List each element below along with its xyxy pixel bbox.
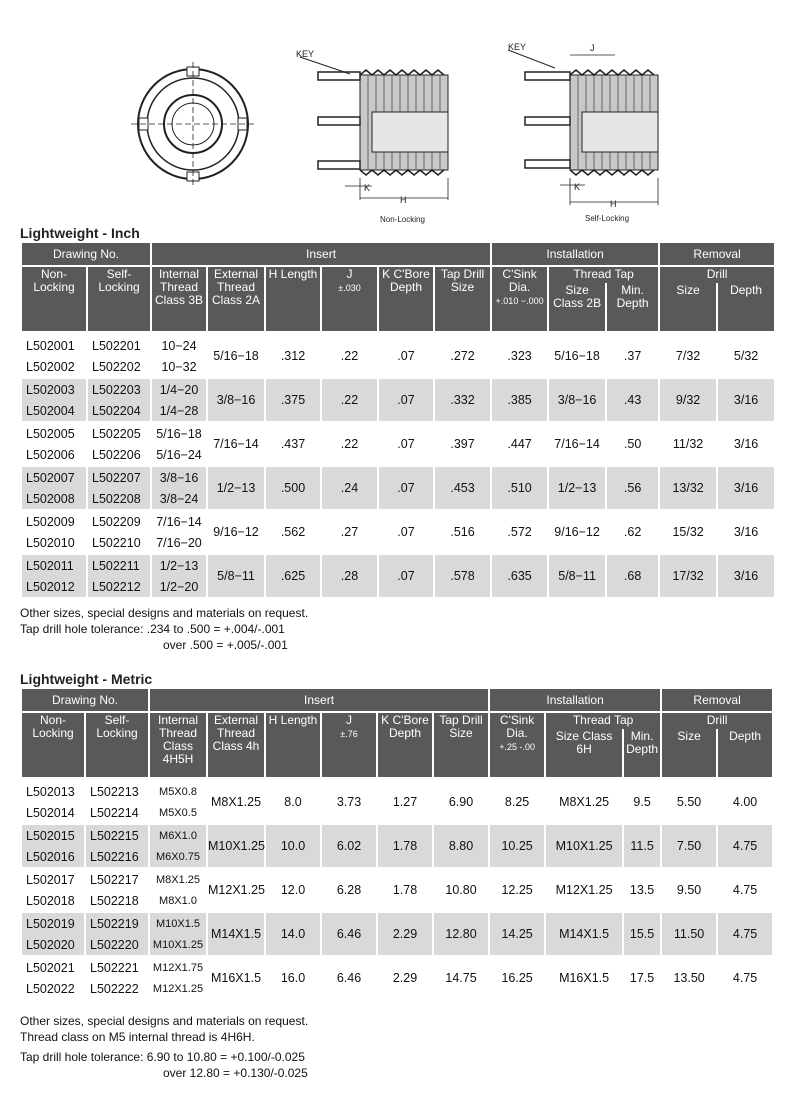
internal-thread: M12X1.75: [152, 961, 204, 974]
j-value: 6.46: [336, 971, 362, 985]
internal-thread: 7/16−14: [156, 514, 202, 529]
non-locking-part-no: L502021: [26, 960, 75, 975]
inch-col-csink-label: C'Sink Dia.: [502, 267, 537, 294]
j-value: .22: [340, 437, 359, 451]
h-length: .625: [266, 555, 320, 597]
j-value: 3.73: [336, 795, 362, 809]
h-length: .437: [280, 437, 306, 451]
inch-col-tap-drill: Tap Drill Size: [435, 267, 490, 331]
external-thread: 1/2−13: [208, 467, 264, 509]
table-row: [22, 781, 772, 802]
inch-col-min-depth: Min. Depth: [607, 283, 658, 331]
k-depth: 2.29: [378, 913, 432, 955]
csink-dia: 14.25: [490, 913, 544, 955]
tap-drill: 8.80: [434, 825, 488, 867]
self-locking-part-no: L502202: [92, 359, 141, 374]
csink-dia: .447: [507, 437, 532, 451]
tap-size: 5/8−11: [549, 555, 605, 597]
k-depth: 1.78: [378, 825, 432, 867]
self-locking-part-no: L502210: [92, 535, 141, 550]
internal-thread: M6X0.75: [150, 846, 206, 867]
inch-group-insert: Insert: [152, 243, 490, 265]
non-locking-part-no: L502018: [26, 893, 75, 908]
external-thread: 5/8−11: [208, 555, 264, 597]
inch-col-external: External Thread Class 2A: [208, 267, 264, 331]
self-locking-part-no: L502203: [88, 379, 150, 400]
non-locking-part-no: L502001: [26, 338, 75, 353]
non-locking-part-no: L502020: [22, 934, 84, 955]
metric-col-csink-label: C'Sink Dia.: [499, 713, 535, 740]
csink-dia: 12.25: [501, 883, 533, 897]
drill-depth: 3/16: [718, 555, 774, 597]
min-depth: 15.5: [624, 913, 660, 955]
metric-col-drill-size: Size: [662, 729, 716, 777]
key-label-1: KEY: [296, 49, 315, 59]
k-label-1: K: [364, 183, 371, 193]
drill-depth: 4.00: [732, 795, 758, 809]
csink-dia: .385: [492, 379, 547, 421]
internal-thread: M6X1.0: [150, 825, 206, 846]
h-length: .375: [266, 379, 320, 421]
internal-thread: M5X0.8: [159, 785, 197, 798]
non-locking-part-no: L502014: [26, 805, 75, 820]
csink-dia: 16.25: [501, 971, 533, 985]
external-thread: M16X1.5: [210, 971, 262, 985]
k-depth: 2.29: [392, 971, 418, 985]
table-row: [22, 335, 774, 356]
inch-col-csink-tolerance: +.010 −.000: [495, 296, 544, 306]
tap-size: 3/8−16: [549, 379, 605, 421]
metric-col-h: H Length: [266, 713, 320, 777]
tap-drill: .272: [450, 349, 475, 363]
table-row: [22, 423, 774, 444]
inch-section-title: Lightweight - Inch: [20, 225, 140, 241]
self-locking-caption: Self-Locking: [585, 214, 630, 223]
csink-dia: .323: [507, 349, 532, 363]
k-depth: .07: [379, 379, 433, 421]
j-value: .27: [340, 525, 359, 539]
metric-col-non-locking: Non- Locking: [22, 713, 84, 777]
tap-size: M8X1.25: [559, 795, 610, 809]
h-length: .312: [280, 349, 306, 363]
tap-size: 7/16−14: [554, 437, 600, 451]
self-locking-part-no: L502213: [90, 784, 139, 799]
metric-note-3: Tap drill hole tolerance: 6.90 to 10.80 = +0.100/-0.025: [20, 1050, 305, 1064]
external-thread: 7/16−14: [213, 437, 259, 451]
key-label-2: KEY: [508, 42, 527, 52]
table-row: [22, 825, 772, 846]
inch-note-1: Other sizes, special designs and materials on request.: [20, 606, 309, 620]
non-locking-part-no: L502009: [26, 514, 75, 529]
table-row: [22, 869, 772, 890]
internal-thread: 5/16−24: [156, 447, 202, 462]
inch-col-k: K C'Bore Depth: [379, 267, 433, 331]
inch-col-internal: Internal Thread Class 3B: [152, 267, 206, 331]
h-length: 12.0: [280, 883, 306, 897]
self-locking-part-no: L502218: [90, 893, 139, 908]
drill-depth: 4.75: [718, 913, 772, 955]
non-locking-part-no: L502016: [22, 846, 84, 867]
drill-size: 11/32: [672, 437, 704, 451]
non-locking-part-no: L502010: [26, 535, 75, 550]
j-value: .22: [340, 349, 359, 363]
self-locking-part-no: L502209: [92, 514, 141, 529]
drill-depth: 3/16: [733, 525, 759, 539]
internal-thread: M12X1.25: [152, 982, 204, 995]
external-thread: 3/8−16: [208, 379, 264, 421]
self-locking-part-no: L502212: [88, 576, 150, 597]
drill-depth: 3/16: [733, 437, 759, 451]
min-depth: 17.5: [629, 971, 655, 985]
external-thread: M12X1.25: [208, 883, 265, 897]
metric-col-internal: Internal Thread Class 4H5H: [150, 713, 206, 777]
inch-spec-table: [20, 243, 776, 597]
self-locking-part-no: L502215: [86, 825, 148, 846]
inch-col-j: [322, 267, 377, 331]
tap-drill: 12.80: [434, 913, 488, 955]
j-label: J: [590, 43, 595, 53]
table-row: [22, 957, 772, 978]
self-locking-part-no: L502208: [88, 488, 150, 509]
tap-size: M16X1.5: [559, 971, 610, 985]
tap-size: 5/16−18: [554, 349, 600, 363]
tap-drill: .578: [435, 555, 490, 597]
internal-thread: 10−32: [161, 359, 197, 374]
table-row: [22, 467, 774, 488]
inch-col-j-label: J: [346, 267, 353, 281]
non-locking-part-no: L502011: [22, 555, 86, 576]
csink-dia: 10.25: [490, 825, 544, 867]
k-depth: .07: [397, 525, 415, 539]
non-locking-part-no: L502015: [22, 825, 84, 846]
internal-thread: 7/16−20: [156, 535, 202, 550]
drill-size: 13/32: [660, 467, 716, 509]
inch-col-drill-depth: Depth: [718, 283, 774, 331]
non-locking-part-no: L502013: [26, 784, 75, 799]
drill-depth: 4.75: [718, 825, 772, 867]
external-thread: M10X1.25: [208, 825, 264, 867]
tap-drill: .397: [450, 437, 475, 451]
inch-col-self-locking: Self- Locking: [88, 267, 150, 331]
min-depth: 11.5: [624, 825, 660, 867]
inch-group-removal: Removal: [660, 243, 774, 265]
self-locking-part-no: L502204: [88, 400, 150, 421]
metric-section-title: Lightweight - Metric: [20, 671, 153, 687]
drill-size: 7.50: [662, 825, 716, 867]
self-locking-part-no: L502206: [92, 447, 141, 462]
h-length: 14.0: [266, 913, 320, 955]
metric-spec-table: [20, 689, 774, 999]
tap-drill: .453: [435, 467, 490, 509]
h-length: 8.0: [284, 795, 302, 809]
technical-drawings: [0, 0, 790, 225]
non-locking-part-no: L502006: [26, 447, 75, 462]
tap-drill: 14.75: [445, 971, 477, 985]
self-locking-part-no: L502214: [90, 805, 139, 820]
self-locking-part-no: L502221: [90, 960, 139, 975]
non-locking-part-no: L502019: [22, 913, 84, 934]
inch-note-3: over .500 = +.005/-.001: [163, 638, 288, 652]
metric-table-body: [22, 781, 772, 999]
metric-col-drill-depth: Depth: [718, 729, 772, 777]
min-depth: .68: [607, 555, 658, 597]
min-depth: .62: [623, 525, 642, 539]
tap-size: M12X1.25: [555, 883, 613, 897]
drill-size: 15/32: [672, 525, 704, 539]
non-locking-part-no: L502003: [22, 379, 86, 400]
table-row: [22, 511, 774, 532]
min-depth: .50: [623, 437, 642, 451]
drill-depth: 4.75: [732, 971, 758, 985]
metric-col-tap-size: Size Class 6H: [546, 729, 622, 777]
drill-size: 5.50: [676, 795, 702, 809]
drill-depth: 3/16: [718, 467, 774, 509]
metric-col-j-label: J: [346, 713, 352, 727]
h-label-1: H: [400, 195, 407, 205]
non-locking-part-no: L502007: [22, 467, 86, 488]
metric-note-2: Thread class on M5 internal thread is 4H6H.: [20, 1030, 255, 1044]
inch-col-csink: [492, 267, 547, 331]
internal-thread: 1/2−13: [152, 555, 206, 576]
h-label-2: H: [610, 199, 617, 209]
self-locking-part-no: L502217: [90, 872, 139, 887]
drill-depth: 4.75: [732, 883, 758, 897]
h-length: .500: [266, 467, 320, 509]
table-row: [22, 913, 772, 934]
non-locking-part-no: L502017: [26, 872, 75, 887]
csink-dia: 8.25: [504, 795, 530, 809]
self-locking-drawing: [508, 50, 658, 205]
drill-size: 17/32: [660, 555, 716, 597]
internal-thread: 1/4−28: [152, 400, 206, 421]
metric-col-drill: Drill: [662, 713, 772, 729]
inch-col-h: H Length: [266, 267, 320, 331]
j-value: .22: [322, 379, 377, 421]
h-length: 10.0: [266, 825, 320, 867]
j-value: 6.02: [322, 825, 376, 867]
tap-drill: .332: [435, 379, 490, 421]
table-row: [22, 555, 774, 576]
min-depth: 13.5: [629, 883, 655, 897]
internal-thread: M8X1.25: [155, 873, 201, 886]
drill-size: 7/32: [675, 349, 701, 363]
metric-col-csink: [490, 713, 544, 777]
inch-col-thread-tap: Thread Tap: [549, 267, 658, 283]
self-locking-part-no: L502205: [92, 426, 141, 441]
csink-dia: .635: [492, 555, 547, 597]
h-length: 16.0: [280, 971, 306, 985]
inch-note-2: Tap drill hole tolerance: .234 to .500 = +.004/-.001: [20, 622, 285, 636]
internal-thread: M5X0.5: [159, 806, 197, 819]
min-depth: .37: [623, 349, 642, 363]
internal-thread: 5/16−18: [156, 426, 202, 441]
k-label-2: K: [574, 182, 581, 192]
non-locking-part-no: L502012: [22, 576, 86, 597]
non-locking-part-no: L502022: [26, 981, 75, 996]
tap-drill: 10.80: [445, 883, 477, 897]
min-depth: .56: [607, 467, 658, 509]
inch-group-drawing: Drawing No.: [22, 243, 150, 265]
self-locking-part-no: L502211: [88, 555, 150, 576]
metric-col-tap-drill: Tap Drill Size: [434, 713, 488, 777]
csink-dia: .510: [492, 467, 547, 509]
metric-group-insert: Insert: [150, 689, 488, 711]
tap-size: 9/16−12: [554, 525, 600, 539]
self-locking-part-no: L502219: [86, 913, 148, 934]
non-locking-part-no: L502005: [26, 426, 75, 441]
tap-size: M14X1.5: [546, 913, 622, 955]
j-value: 6.46: [322, 913, 376, 955]
j-value: 6.28: [336, 883, 362, 897]
metric-col-k: K C'Bore Depth: [378, 713, 432, 777]
metric-col-min-depth: Min. Depth: [624, 729, 660, 777]
h-length: .562: [280, 525, 306, 539]
internal-thread: 1/4−20: [152, 379, 206, 400]
drill-size: 9/32: [660, 379, 716, 421]
non-locking-caption: Non-Locking: [380, 215, 425, 224]
csink-dia: .572: [507, 525, 532, 539]
self-locking-part-no: L502222: [90, 981, 139, 996]
non-locking-part-no: L502002: [26, 359, 75, 374]
metric-col-j-tolerance: ±.76: [340, 729, 358, 739]
tap-size: 1/2−13: [549, 467, 605, 509]
drill-size: 13.50: [673, 971, 705, 985]
internal-thread: M10X1.25: [150, 934, 206, 955]
non-locking-drawing: [300, 57, 448, 200]
metric-col-self-locking: Self- Locking: [86, 713, 148, 777]
end-view-drawing: [131, 62, 255, 186]
tap-drill: 6.90: [448, 795, 474, 809]
metric-note-4: over 12.80 = +0.130/-0.025: [163, 1066, 308, 1080]
internal-thread: 10−24: [161, 338, 197, 353]
self-locking-part-no: L502207: [88, 467, 150, 488]
inch-col-j-tolerance: ±.030: [338, 283, 361, 293]
internal-thread: 3/8−24: [152, 488, 206, 509]
inch-col-tap-size: Size Class 2B: [549, 283, 605, 331]
j-value: .28: [322, 555, 377, 597]
k-depth: .07: [397, 437, 415, 451]
non-locking-part-no: L502004: [22, 400, 86, 421]
self-locking-part-no: L502201: [92, 338, 141, 353]
drill-size: 11.50: [662, 913, 716, 955]
non-locking-part-no: L502008: [22, 488, 86, 509]
self-locking-part-no: L502216: [86, 846, 148, 867]
internal-thread: M8X1.0: [159, 894, 197, 907]
min-depth: 9.5: [633, 795, 651, 809]
inch-table-body: [22, 335, 774, 597]
internal-thread: M10X1.5: [150, 913, 206, 934]
metric-col-thread-tap: Thread Tap: [546, 713, 660, 729]
metric-group-installation: Installation: [490, 689, 660, 711]
inch-group-installation: Installation: [492, 243, 658, 265]
metric-col-external: External Thread Class 4h: [208, 713, 264, 777]
external-thread: M14X1.5: [208, 913, 264, 955]
internal-thread: 3/8−16: [152, 467, 206, 488]
min-depth: .43: [607, 379, 658, 421]
j-value: .24: [322, 467, 377, 509]
inch-notes: [20, 605, 308, 653]
external-thread: 9/16−12: [213, 525, 259, 539]
inch-col-drill-size: Size: [660, 283, 716, 331]
k-depth: .07: [379, 467, 433, 509]
tap-size: M10X1.25: [546, 825, 622, 867]
metric-col-j: [322, 713, 376, 777]
metric-note-1: Other sizes, special designs and materials on request.: [20, 1014, 309, 1028]
k-depth: 1.78: [392, 883, 418, 897]
k-depth: 1.27: [392, 795, 418, 809]
metric-col-csink-tolerance: +.25 -.00: [499, 742, 535, 752]
k-depth: .07: [379, 555, 433, 597]
internal-thread: 1/2−20: [152, 576, 206, 597]
metric-group-drawing: Drawing No.: [22, 689, 148, 711]
inch-col-non-locking: Non- Locking: [22, 267, 86, 331]
inch-col-drill: Drill: [660, 267, 774, 283]
metric-notes: [20, 1013, 308, 1081]
drill-depth: 5/32: [733, 349, 759, 363]
table-row: [22, 379, 774, 400]
k-depth: .07: [397, 349, 415, 363]
metric-group-removal: Removal: [662, 689, 772, 711]
external-thread: M8X1.25: [210, 795, 262, 809]
self-locking-part-no: L502220: [86, 934, 148, 955]
tap-drill: .516: [450, 525, 475, 539]
drill-size: 9.50: [676, 883, 702, 897]
drill-depth: 3/16: [718, 379, 774, 421]
external-thread: 5/16−18: [213, 349, 259, 363]
